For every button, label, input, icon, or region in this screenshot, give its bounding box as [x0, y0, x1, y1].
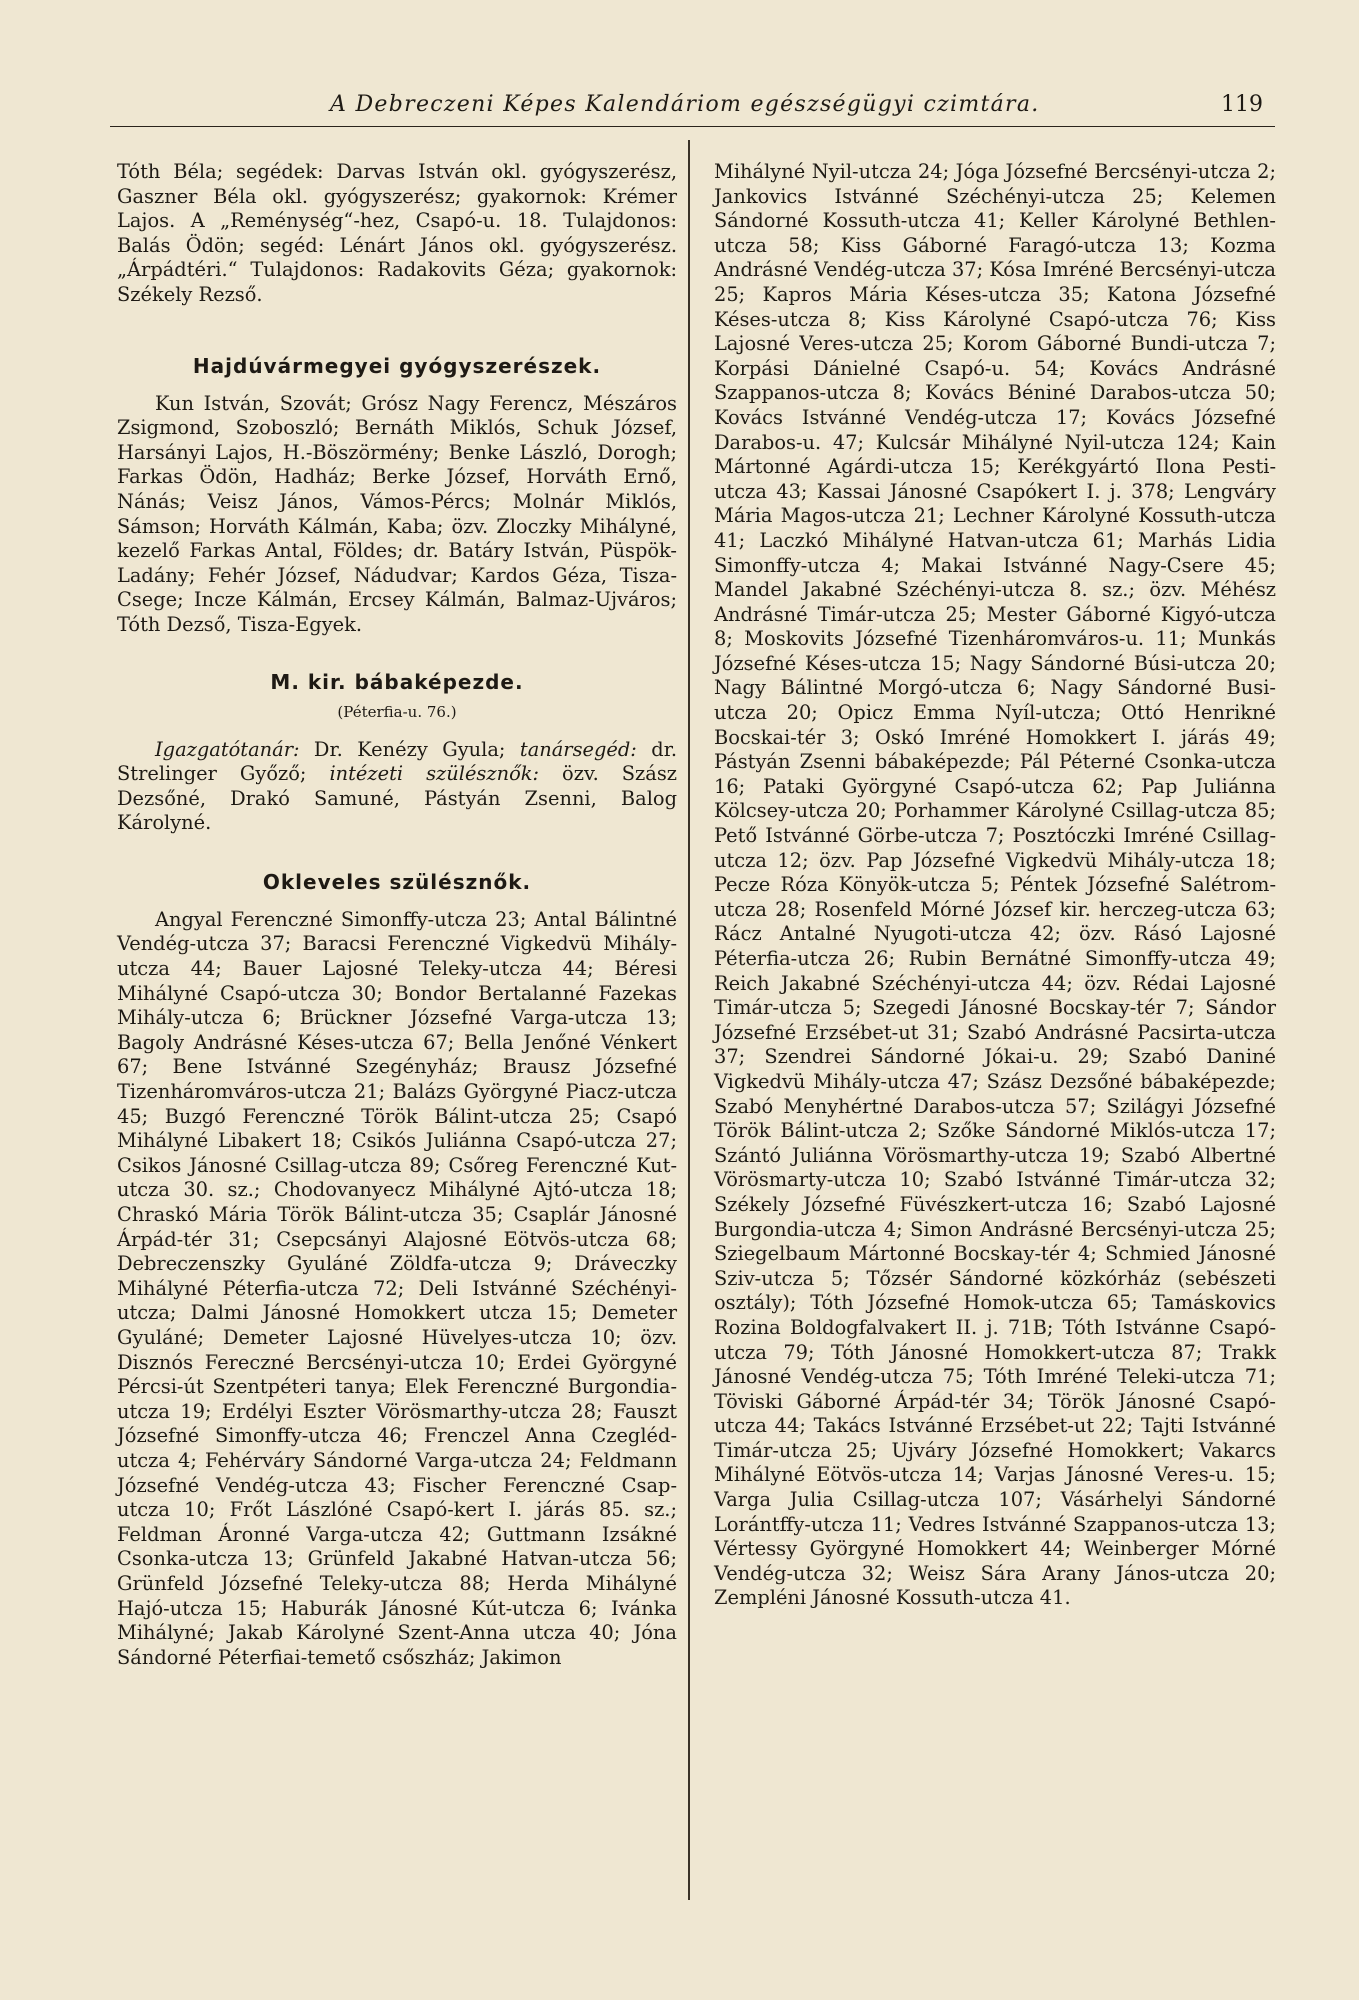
running-title: A Debreczeni Képes Kalendáriom egészségügyi czimtára.	[330, 92, 1040, 117]
role-midwives: intézeti szülésznők:	[329, 762, 540, 786]
role-assistant: tanársegéd:	[519, 737, 637, 761]
midwife-school-staff	[117, 738, 677, 836]
hajdu-pharmacists-text: Kun István, Szovát; Grósz Nagy Ferencz, Mészáros Zsigmond, Szoboszló; Bernáth Miklós, Schuk József, Harsányi Lajos, H.-Böszörmény; Benke László, Dorogh; Farkas Ödön, Hadház; Berke József, Horváth Ernő, Nánás; Veisz János, Vámos-Pércs; Molnár Miklós, Sámson; Horváth Kálmán, Kaba; özv. Zloczky Mihályné, kezelő Farkas Antal, Földes; dr. Batáry István, Püspök-Ladány; Fehér József, Nádudvar; Kardos Géza, Tisza-Csege; Incze Kálmán, Ercsey Kálmán, Balmaz-Ujváros; Tóth Dezső, Tisza-Egyek.	[117, 391, 677, 636]
pharmacy-continuation-text: Tóth Béla; segédek: Darvas István okl. gyógyszerész, Gaszner Béla okl. gyógyszerész; gyakornok: Krémer Lajos. A „Reménység“-hez, Csapó-u. 18. Tulajdonos: Balás Ödön; segéd: Lénárt János okl. gyógyszerész. „Árpádtéri.“ Tulajdonos: Radakovits Géza; gyakornok: Székely Rezső.	[117, 160, 677, 306]
role-director: Igazgatótanár:	[155, 737, 300, 761]
director-name: Dr. Kenézy Gyula;	[299, 737, 520, 761]
page-header	[110, 88, 1275, 127]
midwife-school-address: (Péterfia-u. 76.)	[337, 702, 457, 721]
page-number: 119	[1221, 92, 1263, 117]
midwives-names: özv. Szász Dezsőné, Drakó Samuné, Pástyán Zsenni, Balog Károlyné.	[117, 762, 677, 835]
certified-midwives-list-right: Mihályné Nyil-utcza 24; Jóga Józsefné Bercsényi-utcza 2; Jankovics Istvánné Széchényi-utcza 25; Kelemen Sándorné Kossuth-utcza 41; Keller Károlyné Bethlen-utcza 58; Kiss Gáborné Faragó-utcza 13; Kozma Andrásné Vendég-utcza 37; Kósa Imréné Bercsényi-utcza 25; Kapros Mária Késes-utcza 35; Katona Józsefné Késes-utcza 8; Kiss Károlyné Csapó-utcza 76; Kiss Lajosné Veres-utcza 25; Korom Gáborné Bundi-utcza 7; Korpási Dánielné Csapó-u. 54; Kovács Andrásné Szappanos-utcza 8; Kovács Béniné Darabos-utcza 50; Kovács Istvánné Vendég-utcza 17; Kovács Józsefné Darabos-u. 47; Kulcsár Mihályné Nyil-utcza 124; Kain Mártonné Agárdi-utcza 15; Kerékgyártó Ilona Pesti-utcza 43; Kassai Jánosné Csapókert I. j. 378; Lengváry Mária Magos-utcza 21; Lechner Károlyné Kossuth-utcza 41; Laczkó Mihályné Hatvan-utcza 61; Marhás Lidia Simonffy-utcza 4; Makai Istvánné Nagy-Csere 45; Mandel Jakabné Széchényi-utcza 8. sz.; özv. Méhész Andrásné Timár-utcza 25; Mester Gáborné Kigyó-utcza 8; Moskovits Józsefné Tizenháromváros-u. 11; Munkás Józsefné Késes-utcza 15; Nagy Sándorné Búsi-utcza 20; Nagy Bálintné Morgó-utcza 6; Nagy Sándorné Busi-utcza 20; Opicz Emma Nyíl-utcza; Ottó Henrikné Bocskai-tér 3; Oskó Imréné Homokkert I. járás 49; Pástyán Zsenni bábaképezde; Pál Péterné Csonka-utcza 16; Pataki Györgyné Csapó-utcza 62; Pap Juliánna Kölcsey-utcza 20; Porhammer Károlyné Csillag-utcza 85; Pető Istvánné Görbe-utcza 7; Posztóczki Imréné Csillag-utcza 12; özv. Pap Józsefné Vigkedvü Mihály-utcza 18; Pecze Róza Könyök-utcza 5; Péntek Józsefné Salétrom-utcza 28; Rosenfeld Mórné József kir. herczeg-utcza 63; Rácz Antalné Nyugoti-utcza 42; özv. Rásó Lajosné Péterfia-utcza 26; Rubin Bernátné Simonffy-utcza 49; Reich Jakabné Széchényi-utcza 44; özv. Rédai Lajosné Timár-utcza 5; Szegedi Jánosné Bocskay-tér 7; Sándor Józsefné Erzsébet-ut 31; Szabó Andrásné Pacsirta-utcza 37; Szendrei Sándorné Jókai-u. 29; Szabó Daniné Vigkedvü Mihály-utcza 47; Szász Dezsőné bábaképezde; Szabó Menyhértné Darabos-utcza 57; Szilágyi Józsefné Török Bálint-utcza 2; Szőke Sándorné Miklós-utcza 17; Szántó Juliánna Vörösmarthy-utcza 19; Szabó Albertné Vörösmarty-utcza 10; Szabó Istvánné Timár-utcza 32; Székely Józsefné Füvészkert-utcza 16; Szabó Lajosné Burgondia-utcza 4; Simon Andrásné Bercsényi-utcza 25; Sziegelbaum Mártonné Bocskay-tér 4; Schmied Jánosné Sziv-utcza 5; Tőzsér Sándorné közkórház (sebészeti osztály); Tóth Józsefné Homok-utcza 65; Tamáskovics Rozina Boldogfalvakert II. j. 71B; Tóth Istvánne Csapó-utcza 79; Tóth Jánosné Homokkert-utcza 87; Trakk Jánosné Vendég-utcza 75; Tóth Imréné Teleki-utcza 71; Töviski Gáborné Árpád-tér 34; Török Jánosné Csapó-utcza 44; Takács Istvánné Erzsébet-ut 22; Tajti Istvánné Timár-utcza 25; Ujváry Józsefné Homokkert; Vakarcs Mihályné Eötvös-utcza 14; Varjas Jánosné Veres-u. 15; Varga Julia Csillag-utcza 107; Vásárhelyi Sándorné Lorántffy-utcza 11; Vedres Istvánné Szappanos-utcza 13; Vértessy Györgyné Homokkert 44; Weinberger Mórné Vendég-utcza 32; Weisz Sára Arany János-utcza 20; Zempléni Jánosné Kossuth-utcza 41.	[714, 160, 1276, 1610]
heading-certified-midwives: Okleveles szülésznők.	[262, 869, 532, 894]
right-column	[714, 160, 1276, 1611]
heading-hajdu-pharmacists: Hajdúvármegyei gyógyszerészek.	[192, 353, 602, 378]
heading-midwife-school: M. kir. bábaképezde.	[270, 669, 524, 694]
left-column	[117, 160, 677, 1670]
assistant-name: dr. Strelinger Győző;	[117, 737, 677, 786]
column-divider	[688, 140, 690, 1900]
certified-midwives-list-left: Angyal Ferenczné Simonffy-utcza 23; Antal Bálintné Vendég-utcza 37; Baracsi Ferenczné Vigkedvü Mihály-utcza 44; Bauer Lajosné Teleky-utcza 44; Béresi Mihályné Csapó-utcza 30; Bondor Bertalanné Fazekas Mihály-utcza 6; Brückner Józsefné Varga-utcza 13; Bagoly Andrásné Késes-utcza 67; Bella Jenőné Vénkert 67; Bene Istvánné Szegényház; Brausz Józsefné Tizenháromváros-utcza 21; Balázs Györgyné Piacz-utcza 45; Buzgó Ferenczné Török Bálint-utcza 25; Csapó Mihályné Libakert 18; Csikós Juliánna Csapó-utcza 27; Csikos Jánosné Csillag-utcza 89; Csőreg Ferenczné Kut-utcza 30. sz.; Chodovanyecz Mihályné Ajtó-utcza 18; Chraskó Mária Török Bálint-utcza 35; Csaplár Jánosné Árpád-tér 31; Csepcsányi Alajosné Eötvös-utcza 68; Debreczenszky Gyuláné Zöldfa-utcza 9; Dráveczky Mihályné Péterfia-utcza 72; Deli Istvánné Széchényi-utcza; Dalmi Jánosné Homokkert utcza 15; Demeter Gyuláné; Demeter Lajosné Hüvelyes-utcza 10; özv. Disznós Fereczné Bercsényi-utcza 10; Erdei Györgyné Pércsi-út Szentpéteri tanya; Elek Ferenczné Burgondia-utcza 19; Erdélyi Eszter Vörösmarthy-utcza 28; Fauszt Józsefné Simonffy-utcza 46; Frenczel Anna Czegléd-utcza 4; Fehérváry Sándorné Varga-utcza 24; Feldmann Józsefné Vendég-utcza 43; Fischer Ferenczné Csap-utcza 10; Frőt Lászlóné Csapó-kert I. járás 85. sz.; Feldman Áronné Varga-utcza 42; Guttmann Izsákné Csonka-utcza 13; Grünfeld Jakabné Hatvan-utcza 56; Grünfeld Józsefné Teleky-utcza 88; Herda Mihályné Hajó-utcza 15; Haburák Jánosné Kút-utcza 6; Ivánka Mihályné; Jakab Károlyné Szent-Anna utcza 40; Jóna Sándorné Péterfiai-temető csőszház; Jakimon	[117, 907, 677, 1669]
